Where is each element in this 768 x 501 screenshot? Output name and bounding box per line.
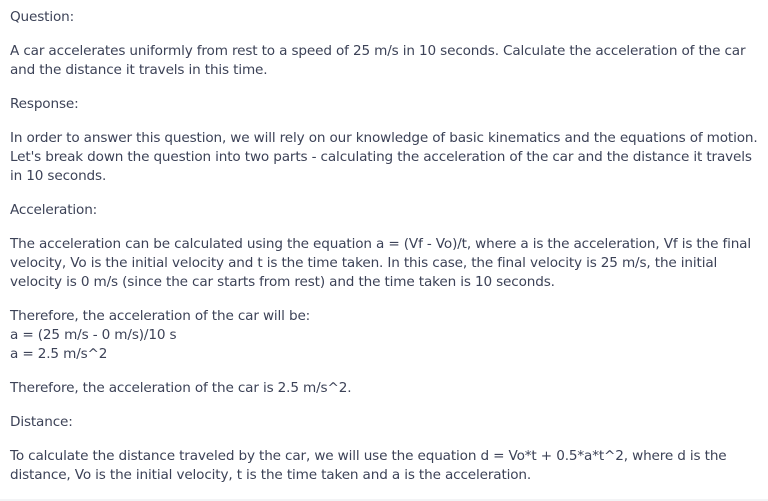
therefore-intro: Therefore, the acceleration of the car will be:: [10, 308, 311, 324]
question-label: Question:: [10, 9, 75, 25]
calculation-block: [10, 307, 758, 364]
equation-line-1: a = (25 m/s - 0 m/s)/10 s: [10, 327, 177, 343]
question-text: A car accelerates uniformly from rest to a speed of 25 m/s in 10 seconds. Calculate the acceleration of the car and the distance it travels in this time.: [10, 43, 746, 78]
response-label: Response:: [10, 96, 79, 112]
response-intro: In order to answer this question, we will rely on our knowledge of basic kinematics and the equations of motion. Let's break down the question into two parts - calculating the acceleration of the car and the distance it travels in 10 seconds.: [10, 130, 758, 184]
acceleration-explanation: The acceleration can be calculated using the equation a = (Vf - Vo)/t, where a is the acceleration, Vf is the final velocity, Vo is the initial velocity and t is the time taken. In this case, the final velocity is 25 m/s, the initial velocity is 0 m/s (since the car starts from rest) and the time taken is 10 seconds.: [10, 236, 751, 290]
distance-explanation: To calculate the distance traveled by the car, we will use the equation d = Vo*t + 0.5*a*t^2, where d is the distance, Vo is the initial velocity, t is the time taken and a is the acceleration.: [10, 448, 727, 483]
acceleration-conclusion: Therefore, the acceleration of the car is 2.5 m/s^2.: [10, 380, 352, 396]
distance-heading: Distance:: [10, 414, 73, 430]
document-body: [10, 8, 758, 485]
acceleration-heading: Acceleration:: [10, 202, 98, 218]
equation-line-2: a = 2.5 m/s^2: [10, 346, 108, 362]
